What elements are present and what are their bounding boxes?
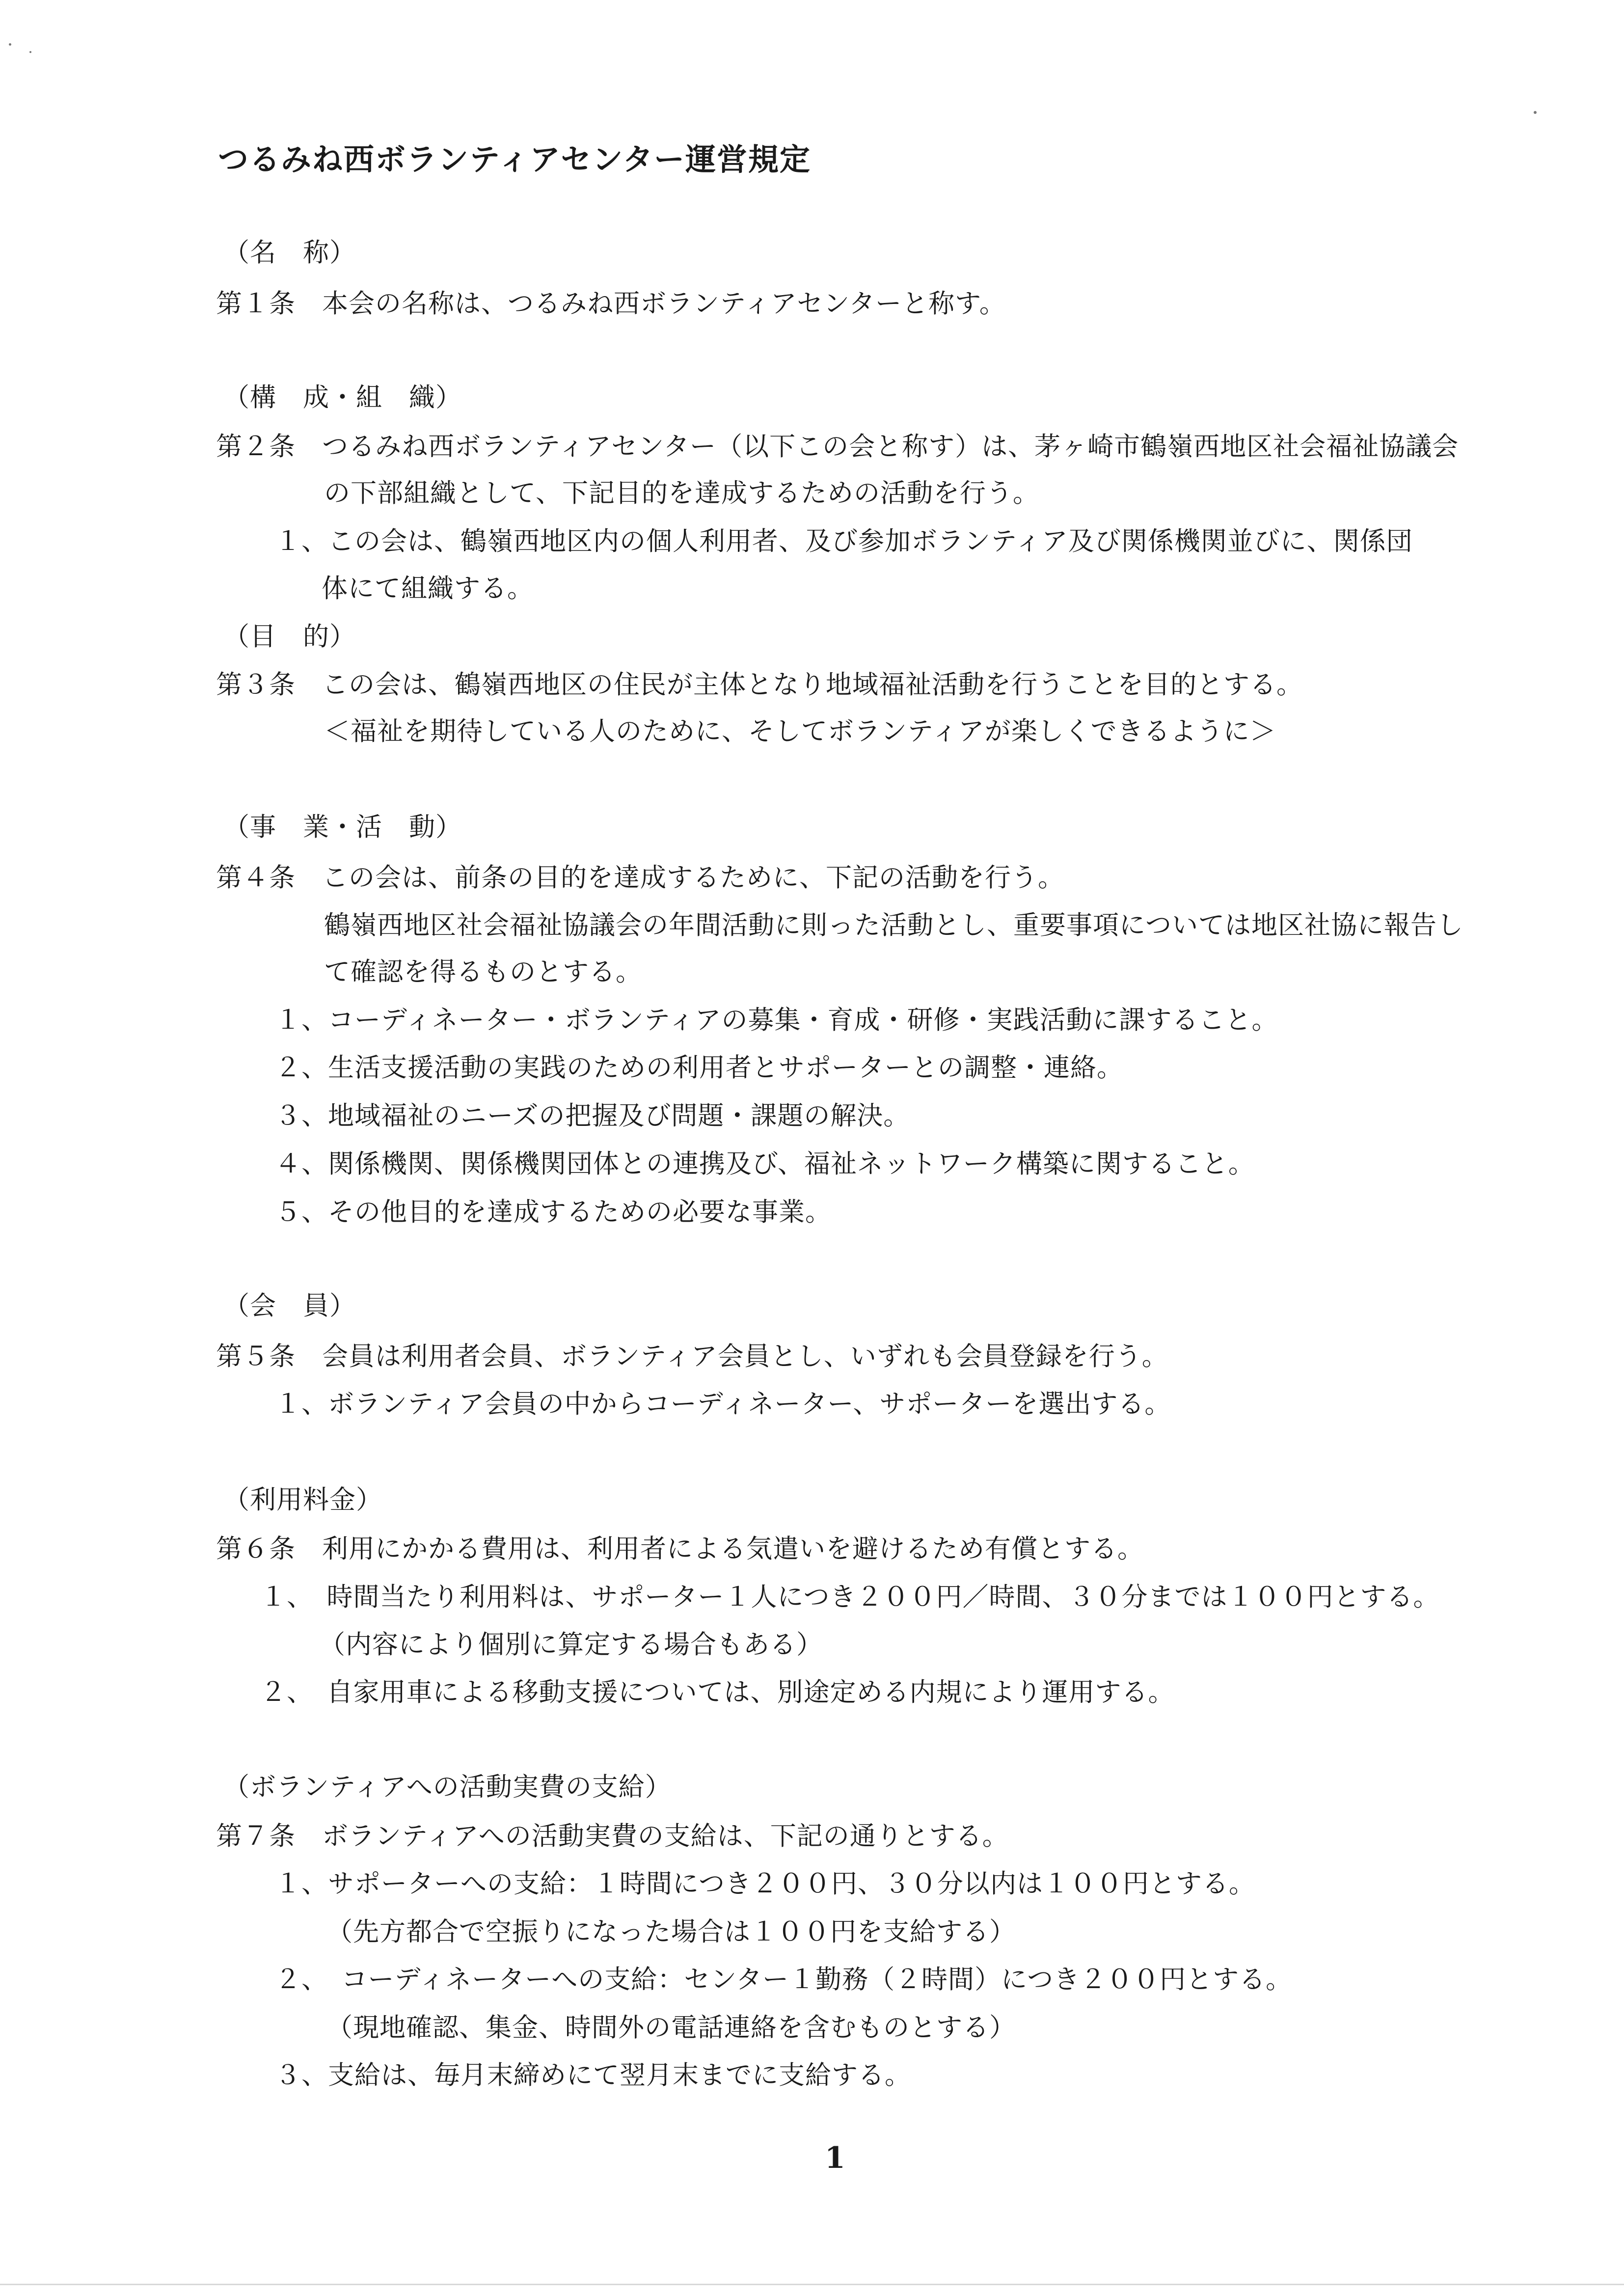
clause-line: １、コーディネーター・ボランティアの募集・育成・研修・実践活動に課すること。 [275,1005,1278,1035]
section-heading: （利用料金） [223,1485,382,1515]
clause-line: ２、 自家用車による移動支援については、別途定める内規により運用する。 [260,1677,1175,1707]
clause-line: ２、 コーディネーターへの支給：センター１勤務（２時間）につき２００円とする。 [275,1965,1293,1995]
clause-line: ２、生活支援活動の実践のための利用者とサポーターとの調整・連絡。 [275,1053,1123,1083]
clause-continuation: 体にて組織する。 [322,574,534,603]
scan-speck [1534,111,1537,114]
clause-note: （内容により個別に算定する場合もある） [319,1630,823,1660]
clause-line: ３、支給は、毎月末締めにて翌月末までに支給する。 [275,2060,911,2090]
section-heading: （名 称） [223,238,356,268]
article-line: 第１条 本会の名称は、つるみね西ボランティアセンターと称す。 [216,289,1006,319]
article-continuation: 鶴嶺西地区社会福祉協議会の年間活動に則った活動とし、重要事項については地区社協に報告し [324,910,1463,940]
clause-line: １、ボランティア会員の中からコーディネーター、サポーターを選出する。 [275,1389,1171,1419]
page-number: 1 [825,2141,845,2175]
section-heading: （目 的） [223,622,356,652]
article-line: 第４条 この会は、前条の目的を達成するために、下記の活動を行う。 [216,863,1064,893]
scan-speck [9,43,11,46]
clause-line: １、この会は、鶴嶺西地区内の個人利用者、及び参加ボランティア及び関係機関並びに、関係団 [275,526,1413,556]
article-line: 第３条 この会は、鶴嶺西地区の住民が主体となり地域福祉活動を行うことを目的とする。 [216,670,1303,700]
article-continuation: の下部組織として、下記目的を達成するための活動を行う。 [324,478,1039,508]
article-continuation: て確認を得るものとする。 [324,957,642,987]
section-heading: （構 成・組 織） [223,383,462,412]
clause-line: ３、地域福祉のニーズの把握及び問題・課題の解決。 [275,1101,910,1131]
article-line: 第６条 利用にかかる費用は、利用者による気遣いを避けるため有償とする。 [216,1534,1144,1564]
clause-note: （先方都合で空振りになった場合は１００円を支給する） [326,1917,1016,1947]
section-heading: （ボランティアへの活動実費の支給） [223,1772,672,1802]
clause-line: ５、その他目的を達成するための必要な事業。 [275,1197,832,1227]
section-heading: （事 業・活 動） [223,812,462,842]
clause-line: １、 時間当たり利用料は、サポーター１人につき２００円／時間、３０分までは１００円とする。 [260,1582,1440,1612]
article-line: 第２条 つるみね西ボランティアセンター（以下この会と称す）は、茅ヶ崎市鶴嶺西地区社会福祉協議会 [216,432,1459,462]
clause-line: ４、関係機関、関係機関団体との連携及び、福祉ネットワーク構築に関すること。 [275,1149,1255,1179]
clause-line: １、サポーターへの支給：１時間につき２００円、３０分以内は１００円とする。 [275,1869,1255,1899]
article-line: 第７条 ボランティアへの活動実費の支給は、下記の通りとする。 [216,1821,1009,1851]
scan-speck [29,51,31,53]
article-continuation: ＜福祉を期待している人のために、そしてボランティアが楽しくできるように＞ [324,716,1276,746]
article-line: 第５条 会員は利用者会員、ボランティア会員とし、いずれも会員登録を行う。 [216,1341,1168,1371]
section-heading: （会 員） [223,1291,356,1321]
document-title: つるみね西ボランティアセンター運営規定 [218,141,811,177]
clause-note: （現地確認、集金、時間外の電話連絡を含むものとする） [326,2013,1016,2043]
scan-edge [0,2284,1624,2285]
